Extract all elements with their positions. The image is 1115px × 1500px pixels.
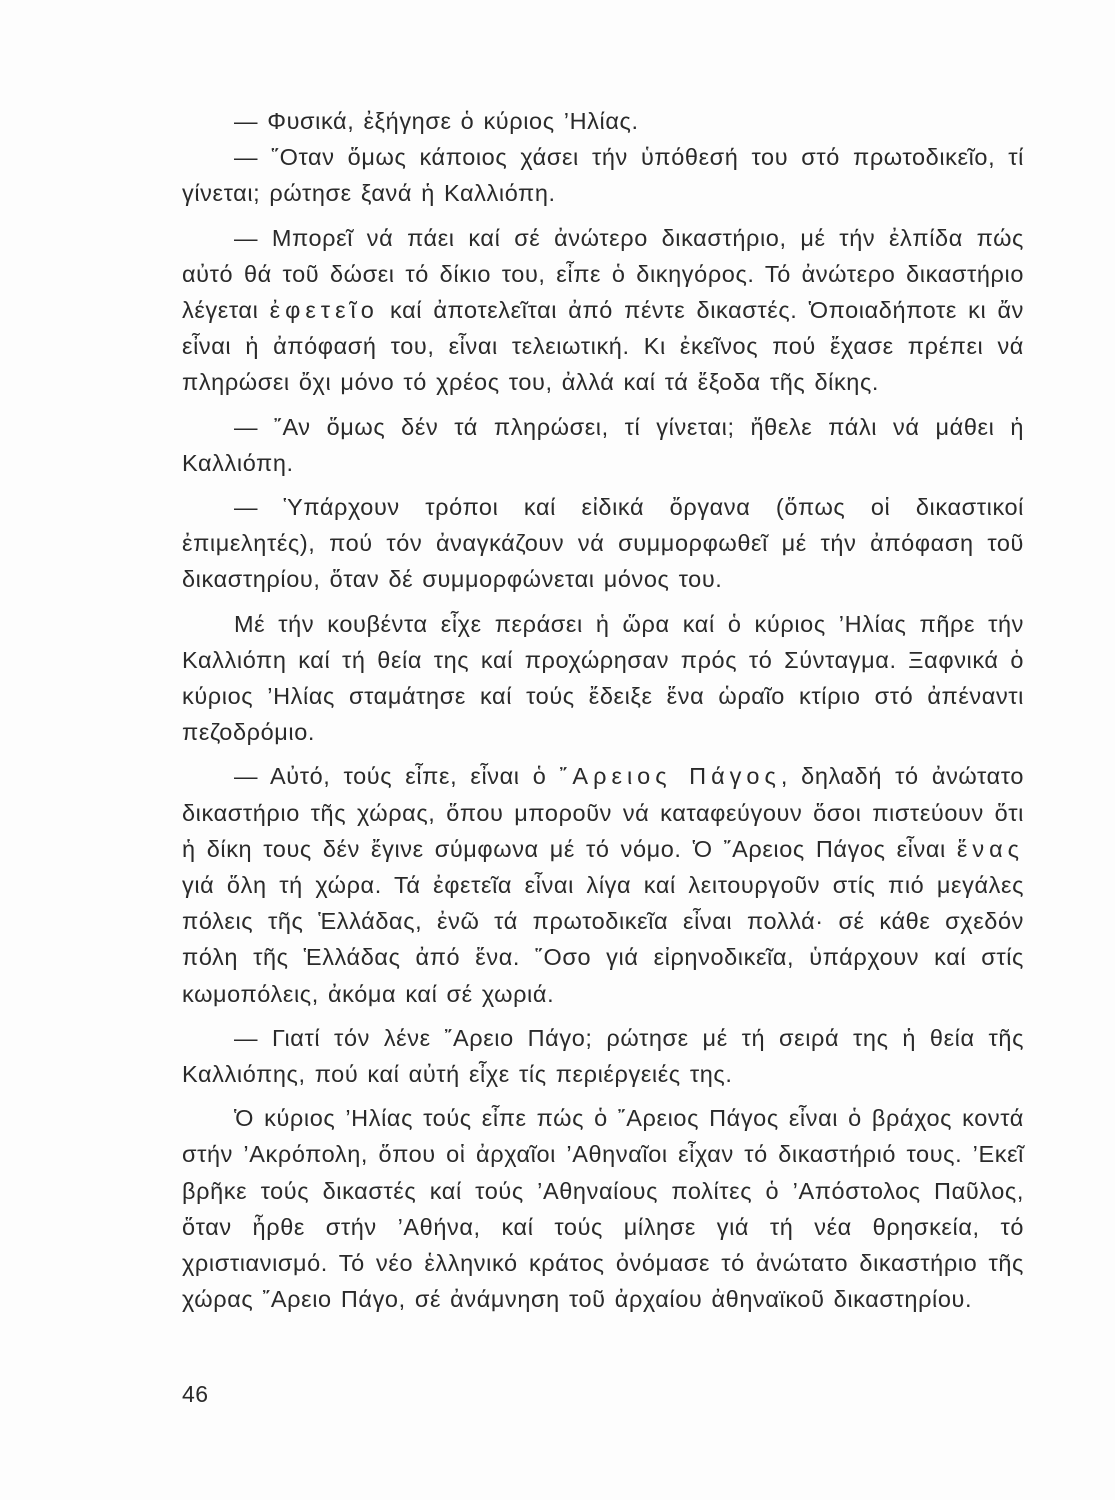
text-run: — Ὑπάρχουν τρόποι καί εἰδικά ὄργανα (ὅπως οἱ δικαστικοί ἐπιμελητές), πού τόν ἀναγκάζουν νά συμμορφωθεῖ μέ τήν ἀπόφαση τοῦ δικαστηρίου, ὅταν δέ συμμορφώνεται μόνος του.: [182, 494, 1024, 593]
paragraph-2: [182, 139, 1024, 211]
paragraph-3: [182, 220, 1024, 401]
text-run: — ῎Αν ὅμως δέν τά πληρώσει, τί γίνεται; ἤθελε πάλι νά μάθει ἡ Καλλιόπη.: [182, 413, 1024, 476]
text-run: γιά ὅλη τή χώρα. Τά ἐφετεῖα εἶναι λίγα καί λειτουργοῦν στίς πιό μεγάλες πόλεις τῆς Ἑλλάδας, ἐνῶ τά πρωτοδικεῖα εἶναι πολλά· σέ κάθε σχεδόν πόλη τῆς Ἑλλάδας ἀπό ἕνα. ῞Οσο γιά εἰρηνοδικεῖα, ὑπάρχουν καί στίς κωμοπόλεις, ἀκόμα καί σέ χωριά.: [182, 872, 1024, 1007]
body-text: [182, 103, 1024, 1318]
text-run: — Γιατί τόν λένε ῎Αρειο Πάγο; ρώτησε μέ τή σειρά της ἡ θεία τῆς Καλλιόπης, πού καί αὐτή εἶχε τίς περιέργειές της.: [182, 1024, 1024, 1088]
text-run: — ῞Οταν ὅμως κάποιος χάσει τήν ὑπόθεσή του στό πρωτοδικεῖο, τί γίνεται; ρώτησε ξανά ἡ Καλλιόπη.: [182, 144, 1024, 207]
text-run: — Φυσικά, ἐξήγησε ὁ κύριος ’Ηλίας.: [234, 108, 639, 134]
paragraph-7: [182, 758, 1024, 1011]
paragraph-1: [182, 103, 1024, 139]
spaced-term: ἕνας: [956, 835, 1024, 862]
paragraph-9: [182, 1100, 1024, 1317]
text-run: — Μπορεῖ νά πάει καί σέ ἀνώτερο δικαστήριο, μέ τήν ἐλπίδα πώς αὐτό θά τοῦ δώσει τό δίκιο του, εἶπε ὁ δικηγόρος. Τό ἀνώτερο δικαστήριο λέγεται: [182, 224, 1024, 324]
page-number: 46: [182, 1381, 209, 1407]
paragraph-5: [182, 489, 1024, 598]
paragraph-6: [182, 606, 1024, 751]
text-run: Μέ τήν κουβέντα εἶχε περάσει ἡ ὥρα καί ὁ κύριος ’Ηλίας πῆρε τήν Καλλιόπη καί τή θεία της καί προχώρησαν πρός τό Σύνταγμα. Ξαφνικά ὁ κύριος ’Ηλίας σταμάτησε καί τούς ἔδειξε ἕνα ὡραῖο κτίριο στό ἀπέναντι πεζοδρόμιο.: [182, 610, 1024, 746]
paragraph-8: [182, 1020, 1024, 1092]
text-run: , δηλαδή τό ἀνώτατο δικαστήριο τῆς χώρας, ὅπου μποροῦν νά καταφεύγουν ὅσοι πιστεύουν ὅτι ἡ δίκη τους δέν ἔγινε σύμφωνα μέ τό νόμο. Ὁ ῎Αρειος Πάγος εἶναι: [182, 763, 1024, 862]
spaced-term: ἐφετεῖο: [269, 297, 379, 324]
text-run: καί ἀποτελεῖται ἀπό πέντε δικαστές. Ὁποιαδήποτε κι ἄν εἶναι ἡ ἀπόφασή του, εἶναι τελειωτική. Κι ἐκεῖνος πού ἔχασε πρέπει νά πληρώσει ὄχι μόνο τό χρέος του, ἀλλά καί τά ἔξοδα τῆς δίκης.: [182, 297, 1024, 396]
paragraph-4: [182, 409, 1024, 481]
text-run: — Αὐτό, τούς εἶπε, εἶναι ὁ: [234, 763, 560, 790]
spaced-term: ῎Αρειος Πάγος: [559, 763, 781, 790]
text-run: Ὁ κύριος ’Ηλίας τούς εἶπε πώς ὁ ῎Αρειος Πάγος εἶναι ὁ βράχος κοντά στήν ’Ακρόπολη, ὅπου οἱ ἀρχαῖοι ’Αθηναῖοι εἶχαν τό δικαστήριό τους. ’Εκεῖ βρῆκε τούς δικαστές καί τούς ’Αθηναίους πολίτες ὁ ’Απόστολος Παῦλος, ὅταν ἦρθε στήν ’Αθήνα, καί τούς μίλησε γιά τή νέα θρησκεία, τό χριστιανισμό. Τό νέο ἑλληνικό κράτος ὀνόμασε τό ἀνώτατο δικαστήριο τῆς χώρας ῎Αρειο Πάγο, σέ ἀνάμνηση τοῦ ἀρχαίου ἀθηναϊκοῦ δικαστηρίου.: [182, 1105, 1024, 1313]
